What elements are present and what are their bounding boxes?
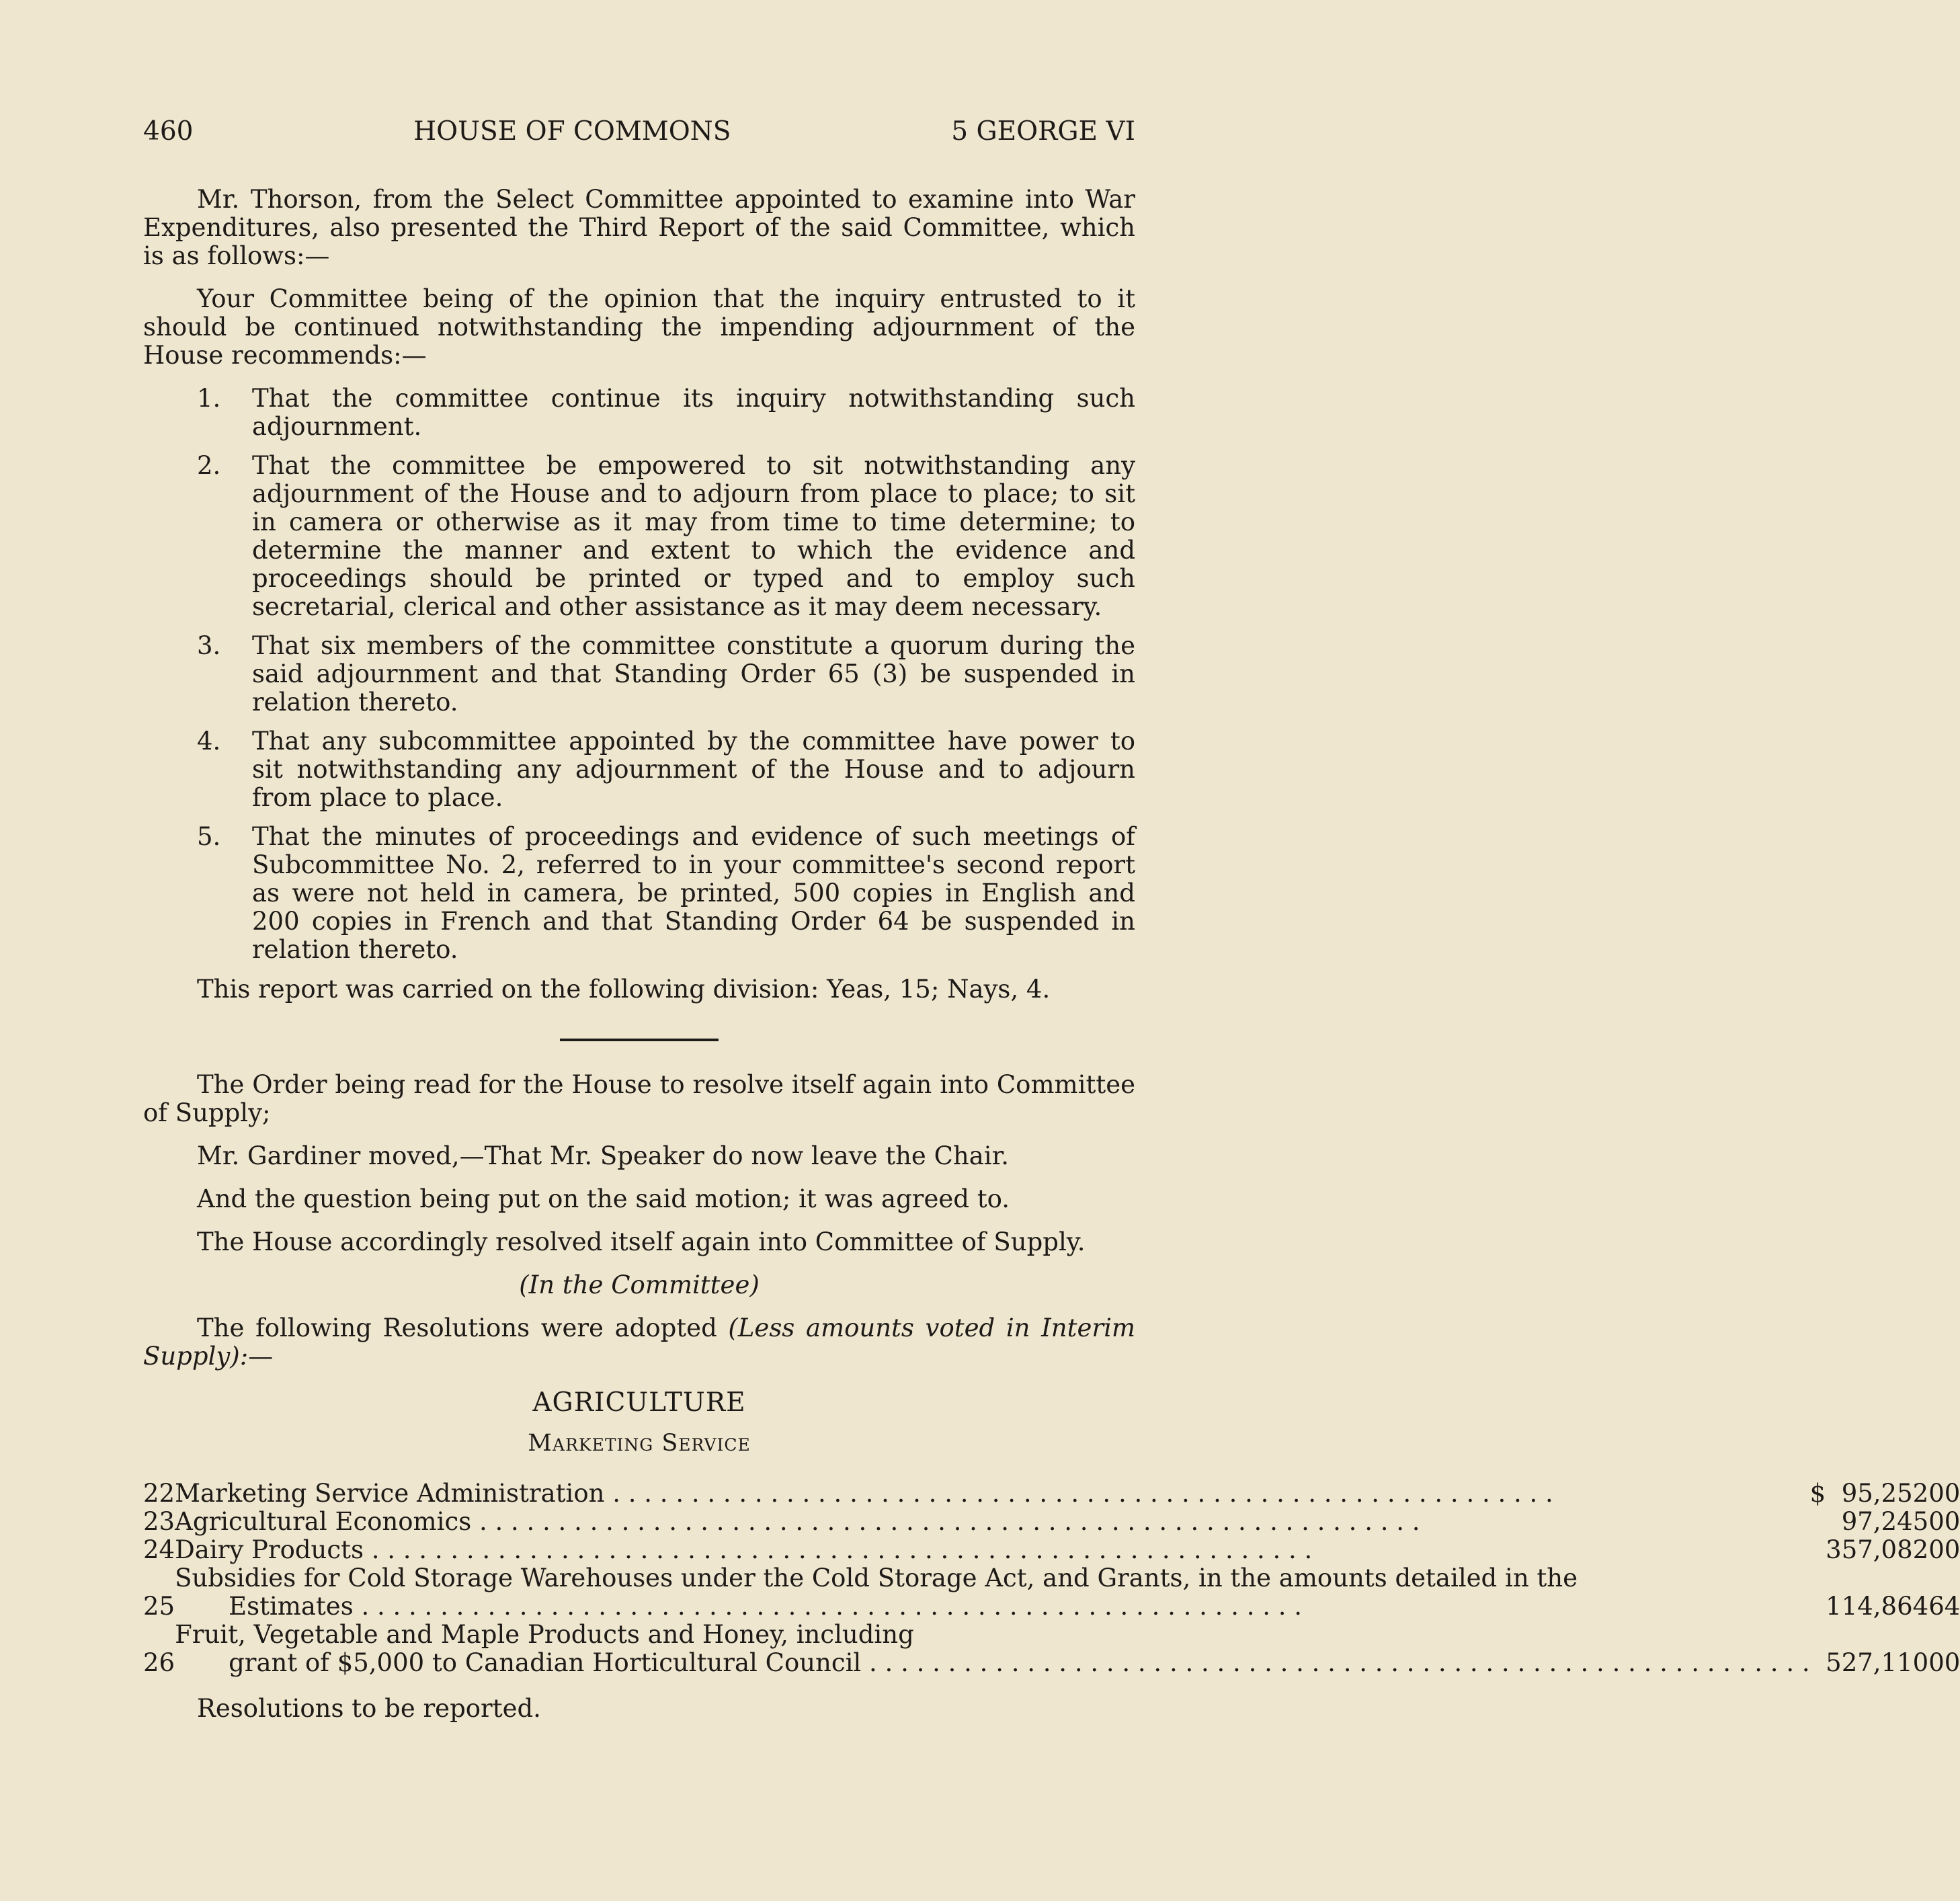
- section-divider: [560, 1039, 719, 1041]
- vote-number: 23: [143, 1507, 175, 1536]
- vote-description: [175, 1508, 1810, 1536]
- resolutions-intro-qualifier: (Less amounts voted in Interim Supply):: [143, 1313, 1135, 1371]
- vote-amount: 95,252: [1841, 1479, 1929, 1508]
- recommendation-number: 5.: [197, 822, 221, 851]
- currency-symbol: $: [1809, 1479, 1826, 1508]
- recommendation-item: [143, 452, 1135, 621]
- resolutions-intro: [143, 1314, 1135, 1371]
- report-intro: Mr. Thorson, from the Select Committee appointed to examine into War Expenditures, also presented the Third Report of the said Committee, which is as follows:—: [143, 185, 1135, 270]
- vote-amount: 114,864: [1826, 1592, 1929, 1621]
- recommendation-item: [143, 632, 1135, 717]
- vote-cents: 64: [1928, 1592, 1960, 1621]
- vote-number: 25: [143, 1592, 175, 1621]
- section-heading: AGRICULTURE: [532, 1387, 746, 1418]
- vote-number: 22: [143, 1479, 175, 1508]
- running-header: [143, 113, 1135, 151]
- resolutions-table: [143, 1480, 1960, 1677]
- table-row: [143, 1508, 1960, 1536]
- vote-description-text: Marketing Service Administration . . .: [175, 1480, 1810, 1508]
- vote-description-text: Agricultural Economics . . .: [175, 1508, 1810, 1536]
- vote-description-text: Dairy Products . . .: [175, 1536, 1810, 1564]
- vote-description-continuation: grant of $5,000 to Canadian Horticultural Council . . .: [175, 1649, 1810, 1677]
- recommendation-item: [143, 385, 1135, 441]
- header-regnal-year: 5 GEORGE VI: [951, 116, 1135, 147]
- recommendation-text: That six members of the committee constitute a quorum during the said adjournment and that Standing Order 65 (3) be suspended in relation thereto.: [252, 631, 1135, 717]
- main-text: [143, 185, 1960, 1738]
- recommendation-number: 2.: [197, 451, 221, 480]
- question-put: And the question being put on the said motion; it was agreed to.: [197, 1184, 1010, 1213]
- recommendation-item: [143, 727, 1135, 812]
- vote-description: [175, 1480, 1810, 1508]
- table-row: [143, 1480, 1960, 1508]
- recommendations-list: [143, 385, 1135, 964]
- house-resolved: The House accordingly resolved itself again into Committee of Supply.: [197, 1227, 1086, 1256]
- subsection-heading: Marketing Service: [528, 1430, 751, 1457]
- vote-cents: 00: [1928, 1479, 1960, 1508]
- vote-cents: 00: [1928, 1507, 1960, 1536]
- vote-description: [175, 1564, 1810, 1621]
- recommendation-number: 4.: [197, 727, 221, 756]
- vote-amount: 97,245: [1841, 1507, 1929, 1536]
- vote-cents: 00: [1928, 1535, 1960, 1564]
- in-committee-heading: (In the Committee): [519, 1270, 760, 1299]
- header-title: HOUSE OF COMMONS: [413, 116, 731, 147]
- vote-description-continuation: Estimates . . .: [175, 1592, 1810, 1621]
- closing-line: Resolutions to be reported.: [197, 1694, 541, 1723]
- page-number: 460: [143, 116, 194, 147]
- table-row: [143, 1536, 1960, 1564]
- recommendation-number: 1.: [197, 384, 221, 413]
- motion: Mr. Gardiner moved,—That Mr. Speaker do now leave the Chair.: [197, 1141, 1009, 1170]
- vote-amount: 357,082: [1826, 1535, 1929, 1564]
- vote-description: [175, 1536, 1810, 1564]
- recommendation-text: That any subcommittee appointed by the committee have power to sit notwithstanding any adjournment of the House and to adjourn from place to place.: [252, 727, 1135, 812]
- vote-number: 26: [143, 1648, 175, 1677]
- recommendation-text: That the minutes of proceedings and evidence of such meetings of Subcommittee No. 2, referred to in your committee's second report as were not held in camera, be printed, 500 copies in English and 200 copies in French and that Standing Order 64 be suspended in relation thereto.: [252, 822, 1135, 964]
- order-read: The Order being read for the House to resolve itself again into Committee of Supply;: [143, 1070, 1135, 1127]
- recommendation-text: That the committee continue its inquiry notwithstanding such adjournment.: [252, 384, 1135, 441]
- vote-number: 24: [143, 1535, 175, 1564]
- recommendation-number: 3.: [197, 631, 221, 660]
- report-opening: Your Committee being of the opinion that the inquiry entrusted to it should be continued notwithstanding the impending adjournment of the House recommends:—: [143, 284, 1135, 370]
- vote-cents: 00: [1928, 1648, 1960, 1677]
- resolutions-intro-text: The following Resolutions were adopted: [197, 1313, 729, 1342]
- division-result: This report was carried on the following division: Yeas, 15; Nays, 4.: [197, 975, 1051, 1004]
- resolutions-intro-dash: —: [248, 1342, 274, 1371]
- recommendation-text: That the committee be empowered to sit notwithstanding any adjournment of the House and to adjourn from place to place; to sit in camera or otherwise as it may from time to time determine; to determine the manner and extent to which the evidence and proceedings should be printed or typed and to employ such secretarial, clerical and other assistance as it may deem necessary.: [252, 451, 1135, 621]
- vote-description-text: Subsidies for Cold Storage Warehouses under the Cold Storage Act, and Grants, in the amounts detailed in the: [175, 1564, 1578, 1592]
- vote-amount: 527,110: [1826, 1648, 1929, 1677]
- table-row: [143, 1621, 1960, 1677]
- vote-description: [175, 1621, 1810, 1677]
- recommendation-item: [143, 823, 1135, 964]
- vote-description-text: Fruit, Vegetable and Maple Products and Honey, including: [175, 1620, 914, 1649]
- table-row: [143, 1564, 1960, 1621]
